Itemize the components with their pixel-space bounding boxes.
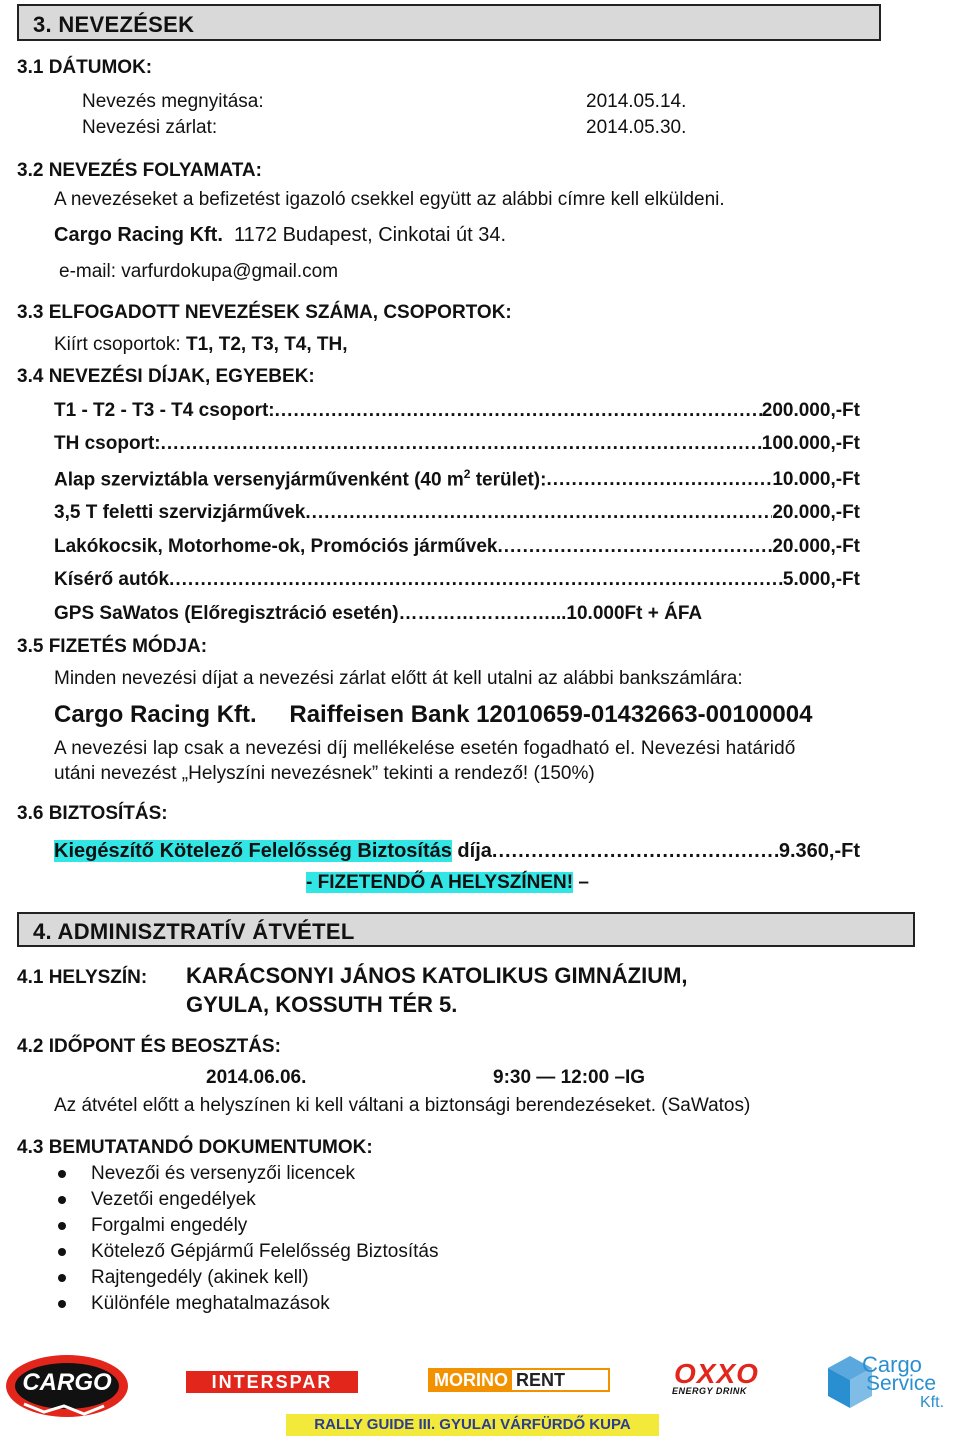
payment-note-2: utáni nevezést „Helyszíni nevezésnek” tekinti a rendező! (150%) xyxy=(54,763,595,784)
gps-fee-row xyxy=(54,603,702,625)
insurance-label xyxy=(54,840,492,863)
fee-amount: 5.000,-Ft xyxy=(782,569,860,590)
list-item: Forgalmi engedély xyxy=(91,1215,248,1236)
fee-label-part: Alap szerviztábla versenyjárművenként (40 m xyxy=(54,469,464,491)
oxxo-logo-text: OXXO xyxy=(674,1358,759,1389)
list-item: Rajtengedély (akinek kell) xyxy=(91,1267,309,1288)
section-4-title: 4. ADMINISZTRATÍV ÁTVÉTEL xyxy=(33,919,355,944)
insurance-suffix: díja xyxy=(451,840,492,862)
fee-label: 3,5 T feletti szervizjárművek xyxy=(54,502,306,523)
groups-line xyxy=(54,334,348,356)
venue-line-2: GYULA, KOSSUTH TÉR 5. xyxy=(186,992,458,1017)
cargo-service-text-3: Kft. xyxy=(920,1394,945,1411)
check-note: Az átvétel előtt a helyszínen ki kell váltani a biztonsági berendezéseket. (SaWatos) xyxy=(54,1095,751,1116)
interspar-logo-text: INTERSPAR xyxy=(211,1372,333,1392)
bank-company: Cargo Racing Kft. xyxy=(54,701,257,728)
fee-leader xyxy=(546,469,772,491)
interspar-logo xyxy=(186,1371,358,1393)
fee-label xyxy=(54,467,546,491)
heading-4-1: 4.1 HELYSZÍN: xyxy=(17,967,148,988)
groups-value: T1, T2, T3, T4, TH, xyxy=(186,334,348,355)
entry-address xyxy=(54,224,506,247)
fee-row xyxy=(54,400,860,424)
bank-line xyxy=(54,701,812,729)
venue-line-1: KARÁCSONYI JÁNOS KATOLIKUS GIMNÁZIUM, xyxy=(186,963,688,988)
pay-on-site-note xyxy=(306,872,589,894)
gps-label: GPS SaWatos (Előregisztráció esetén)……………………... xyxy=(54,603,567,624)
check-time: 9:30 — 12:00 –IG xyxy=(493,1067,646,1088)
entry-email: e-mail: varfurdokupa@gmail.com xyxy=(59,261,339,282)
check-date: 2014.06.06. xyxy=(206,1067,307,1088)
bullet-dot xyxy=(58,1170,66,1178)
fee-label: Kísérő autók xyxy=(54,569,170,590)
fee-leader xyxy=(169,569,783,591)
fee-row xyxy=(54,433,860,457)
fee-label-sup: 2 xyxy=(463,467,471,481)
groups-label: Kiírt csoportok: xyxy=(54,334,181,355)
heading-3-5: 3.5 FIZETÉS MÓDJA: xyxy=(17,636,208,657)
fee-amount: 10.000,-Ft xyxy=(772,469,860,491)
fee-amount: 20.000,-Ft xyxy=(772,502,860,523)
cargo-service-logo xyxy=(822,1346,956,1418)
fee-row xyxy=(54,536,860,560)
date-value-open: 2014.05.14. xyxy=(586,91,687,112)
list-item: Nevezői és versenyzői licencek xyxy=(91,1163,356,1184)
date-label-close: Nevezési zárlat: xyxy=(82,117,218,138)
fee-row xyxy=(54,569,860,593)
heading-3-4: 3.4 NEVEZÉSI DÍJAK, EGYEBEK: xyxy=(17,366,315,387)
payment-text: Minden nevezési díjat a nevezési zárlat előtt át kell utalni az alábbi bankszámlára: xyxy=(54,668,743,689)
cargo-racing-logo xyxy=(4,1352,130,1420)
address-text: 1172 Budapest, Cinkotai út 34. xyxy=(234,224,507,246)
heading-3-6: 3.6 BIZTOSÍTÁS: xyxy=(17,803,168,824)
payment-note-1: A nevezési lap csak a nevezési díj mellékelése esetén fogadható el. Nevezési határidő xyxy=(54,738,796,759)
list-item: Kötelező Gépjármű Felelősség Biztosítás xyxy=(91,1241,439,1262)
fee-leader xyxy=(161,433,762,455)
pay-on-site-highlight: - FIZETENDŐ A HELYSZÍNEN! xyxy=(306,872,574,893)
pay-on-site-dash: – xyxy=(573,872,589,893)
heading-3-2: 3.2 NEVEZÉS FOLYAMATA: xyxy=(17,160,262,181)
heading-4-3: 4.3 BEMUTATANDÓ DOKUMENTUMOK: xyxy=(17,1137,373,1158)
insurance-highlight: Kiegészítő Kötelező Felelősség Biztosítás xyxy=(54,840,452,862)
oxxo-logo-sub: ENERGY DRINK xyxy=(672,1386,747,1396)
bank-account: Raiffeisen Bank 12010659-01432663-00100004 xyxy=(289,701,813,728)
morino-logo-part: MORINO xyxy=(430,1370,512,1390)
fee-amount: 200.000,-Ft xyxy=(761,400,860,421)
section-3-title: 3. NEVEZÉSEK xyxy=(33,12,195,37)
bullet-dot xyxy=(58,1274,66,1282)
bullet-dot xyxy=(58,1196,66,1204)
fee-leader xyxy=(275,400,762,422)
heading-4-2: 4.2 IDŐPONT ÉS BEOSZTÁS: xyxy=(17,1036,281,1057)
footer-title-bar: RALLY GUIDE III. GYULAI VÁRFÜRDŐ KUPA xyxy=(286,1414,659,1436)
fee-leader xyxy=(492,840,779,863)
cargo-service-text-2: Service xyxy=(866,1372,937,1395)
insurance-row xyxy=(54,840,860,864)
fee-amount: 20.000,-Ft xyxy=(772,536,860,557)
company-name: Cargo Racing Kft. xyxy=(54,224,223,246)
rent-logo-part: RENT xyxy=(516,1370,565,1390)
fee-row xyxy=(54,467,860,491)
list-item: Különféle meghatalmazások xyxy=(91,1293,330,1314)
cargo-logo-text: CARGO xyxy=(22,1369,112,1396)
fee-amount: 100.000,-Ft xyxy=(761,433,860,454)
date-label-open: Nevezés megnyitása: xyxy=(82,91,264,112)
fee-leader xyxy=(305,502,772,524)
section-4-header xyxy=(17,912,915,947)
heading-3-3: 3.3 ELFOGADOTT NEVEZÉSEK SZÁMA, CSOPORTOK: xyxy=(17,302,512,323)
date-value-close: 2014.05.30. xyxy=(586,117,687,138)
bullet-dot xyxy=(58,1300,66,1308)
fee-label: T1 - T2 - T3 - T4 csoport: xyxy=(54,400,275,421)
insurance-amount: 9.360,-Ft xyxy=(778,840,860,862)
gps-amount: 10.000Ft + ÁFA xyxy=(566,603,703,624)
fee-leader xyxy=(497,536,772,558)
list-item: Vezetői engedélyek xyxy=(91,1189,256,1210)
oxxo-logo xyxy=(668,1358,760,1398)
fee-label: TH csoport: xyxy=(54,433,161,454)
fee-label-part: terület): xyxy=(470,469,547,491)
bullet-dot xyxy=(58,1222,66,1230)
section-3-header xyxy=(17,4,881,41)
heading-3-1: 3.1 DÁTUMOK: xyxy=(17,57,153,78)
bullet-dot xyxy=(58,1248,66,1256)
entry-process-text: A nevezéseket a befizetést igazoló csekkel együtt az alábbi címre kell elküldeni. xyxy=(54,189,725,210)
fee-label: Lakókocsik, Motorhome-ok, Promóciós járművek xyxy=(54,536,498,557)
fee-row xyxy=(54,502,860,526)
morino-rent-logo xyxy=(428,1368,610,1392)
cargo-service-text-1: Cargo xyxy=(862,1352,922,1377)
